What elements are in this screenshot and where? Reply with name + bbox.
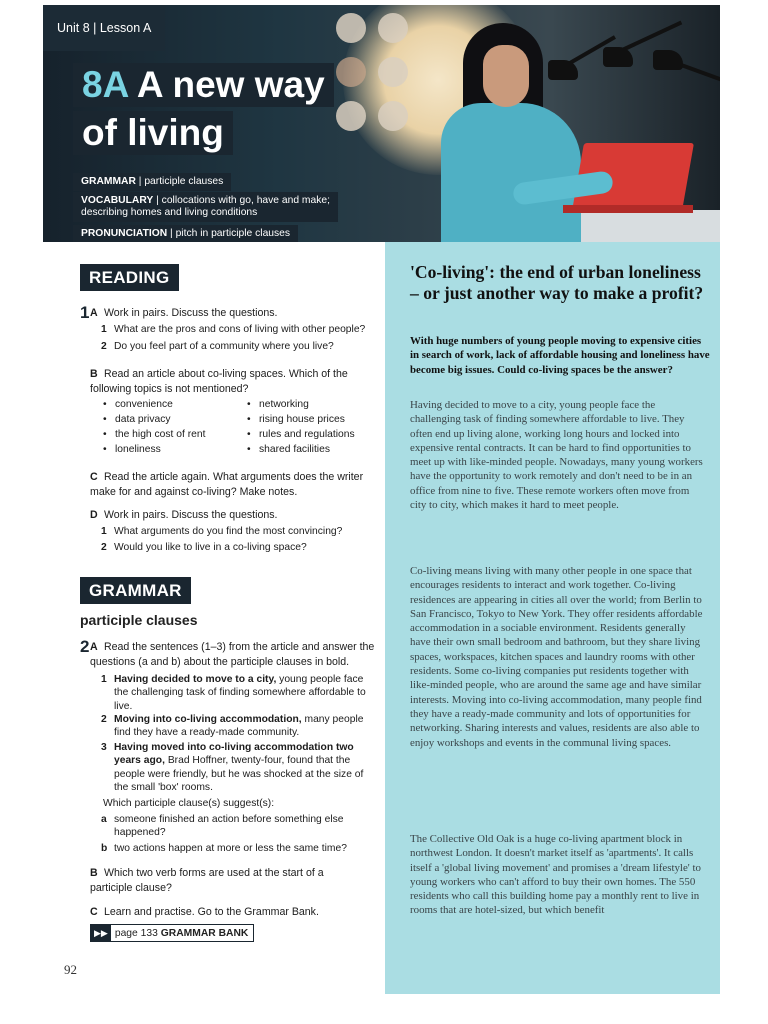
- pronunciation-objective: PRONUNCIATION | pitch in participle clauses: [73, 225, 298, 242]
- exercise-1c-instruction: C Read the article again. What arguments does the writer make for and against co-living? Make notes.: [90, 471, 364, 498]
- page-number: 92: [64, 962, 77, 977]
- exercise-1b-instruction: B Read an article about co-living spaces. Which of the following topics is not mentioned?: [90, 368, 348, 395]
- lesson-title-line-1: [73, 63, 334, 107]
- exercise-1a-instruction: A Work in pairs. Discuss the questions.: [90, 307, 278, 319]
- example-sentence: 1 Having decided to move to a city, young people face the challenging task of finding somewhere affordable to live.: [101, 674, 366, 712]
- grammar-bank-page: page 133: [114, 927, 158, 939]
- light-bulb: [336, 13, 366, 43]
- exercise-2a-instruction: A Read the sentences (1–3) from the article and answer the questions (a and b) about the participle clauses in bold.: [90, 641, 375, 668]
- light-bulb: [378, 57, 408, 87]
- article-paragraph: The Collective Old Oak is a huge co-living apartment block in northwest London. It doesn't market itself as 'apartments'. It calls itself a 'global living movement' and promises a 'dream lifestyle' to young workers who can't afford to buy their own homes. The 550 residents who call this building home pay a monthly rent to live in rooms that are hotel-sized, but which benefit: [410, 833, 701, 917]
- double-arrow-icon: ▶▶: [91, 925, 111, 941]
- lesson-title-line-2: of living: [73, 111, 233, 155]
- list-item: • the high cost of rent: [103, 427, 243, 442]
- desk-lamp-head: [603, 47, 633, 67]
- lesson-objectives: [73, 171, 338, 242]
- light-bulb: [336, 57, 366, 87]
- laptop-base: [563, 205, 693, 213]
- woman-figure-body: [441, 103, 581, 242]
- vocabulary-objective: VOCABULARY | collocations with go, have and make; describing homes and living conditions: [73, 192, 338, 222]
- grammar-bank-label: GRAMMAR BANK: [160, 927, 249, 939]
- exercise-2c-instruction: C Learn and practise. Go to the Grammar Bank.: [90, 906, 319, 918]
- article-paragraph: Having decided to move to a city, young people face the challenging task of finding somewhere affordable to live. They often end up living alone, working long hours and locked into expensive rental contracts. It can be hard to find opportunities to meet up with like-minded people. Nowadays, many young workers have the opportunity to work remotely and don't need to be in an office from nine to five. These remote workers often move from city to city, which makes it hard to meet people.: [410, 399, 703, 512]
- light-bulb: [378, 13, 408, 43]
- woman-figure-face: [483, 45, 529, 107]
- lesson-title-text-1: A new way: [127, 64, 325, 105]
- list-item: • rules and regulations: [247, 427, 387, 442]
- exercise-number: 1: [80, 303, 90, 322]
- question-prompt: Which participle clause(s) suggest(s):: [103, 798, 275, 809]
- desk-lamp-head: [548, 60, 578, 80]
- list-item: • convenience: [103, 397, 243, 412]
- example-sentence: 3 Having moved into co-living accommodation two years ago, Brad Hoffner, twenty-four, found that the people were friendly, but he was shocked at the size of the small 'box' rooms.: [101, 742, 364, 793]
- list-item: • shared facilities: [247, 442, 387, 457]
- option-b: b two actions happen at more or less the same time?: [101, 843, 347, 854]
- grammar-heading: GRAMMAR: [80, 577, 191, 604]
- list-item: 1 What arguments do you find the most convincing?: [101, 526, 343, 537]
- lesson-code: 8A: [82, 64, 128, 105]
- exercise-2b-instruction: B Which two verb forms are used at the start of a participle clause?: [90, 867, 324, 894]
- grammar-subheading: participle clauses: [80, 612, 198, 628]
- article-paragraph: Co-living means living with many other people in one space that encourages residents to interact and work together. Co-living residences are appearing in cities all over the world; from Berlin to San Francisco, Tokyo to New York. They offer residents affordable accommodation in a sociable environment. Residents generally have their own small bedroom and bathroom, but they share living spaces, workspaces, kitchen spaces and laundry rooms with other residents. Some co-living companies put residents together with like-minded people, who are around the same age and have similar interests. Moving into co-living accommodation, many people find they have a ready-made community and lots of opportunities for networking. Sharing interests and values, residents are also able to enjoy workshops and events in the communal living spaces.: [410, 565, 703, 749]
- light-bulb: [336, 101, 366, 131]
- unit-lesson-label: Unit 8 | Lesson A: [43, 5, 165, 51]
- list-item: • networking: [247, 397, 387, 412]
- lesson-header-image: [43, 5, 720, 242]
- list-item: 2 Would you like to live in a co-living space?: [101, 542, 307, 553]
- list-item: • loneliness: [103, 442, 243, 457]
- article-title: 'Co-living': the end of urban loneliness – or just another way to make a profit?: [410, 262, 704, 303]
- desk-lamp-head: [653, 50, 683, 70]
- topic-list-left: [103, 397, 243, 457]
- reading-heading: READING: [80, 264, 179, 291]
- topic-list-right: [247, 397, 387, 457]
- exercise-number: 2: [80, 637, 90, 656]
- lesson-title: [73, 63, 334, 159]
- example-sentence: 2 Moving into co-living accommodation, many people find they have a ready-made community.: [101, 714, 364, 739]
- light-bulb: [378, 101, 408, 131]
- article-panel: [385, 242, 720, 994]
- list-item: • data privacy: [103, 412, 243, 427]
- exercise-1d-instruction: D Work in pairs. Discuss the questions.: [90, 509, 278, 521]
- list-item: 2 Do you feel part of a community where you live?: [101, 341, 334, 352]
- option-a: a someone finished an action before something else happened?: [101, 814, 344, 839]
- list-item: • rising house prices: [247, 412, 387, 427]
- grammar-bank-link[interactable]: [90, 924, 254, 942]
- list-item: 1 What are the pros and cons of living with other people?: [101, 324, 366, 335]
- grammar-objective: GRAMMAR | participle clauses: [73, 173, 231, 191]
- article-intro: With huge numbers of young people moving to expensive cities in search of work, lack of affordable housing and loneliness have become big issues. Could co-living spaces be the answer?: [410, 335, 710, 376]
